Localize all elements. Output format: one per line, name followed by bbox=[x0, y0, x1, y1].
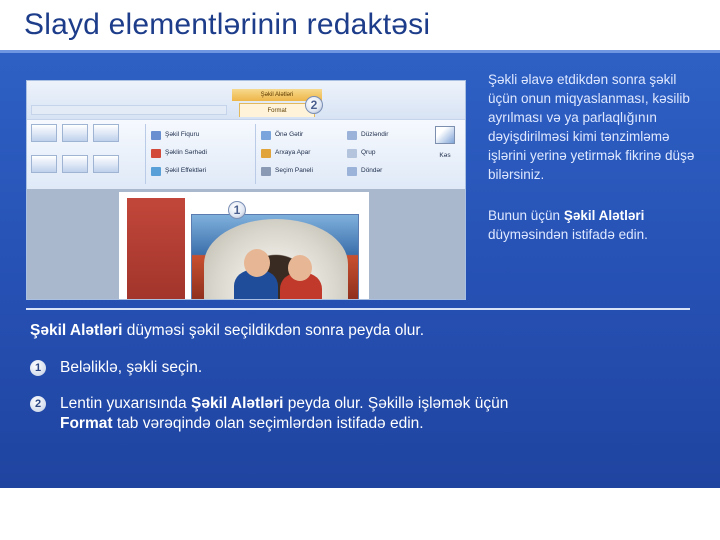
picture-styles-gallery bbox=[31, 124, 141, 180]
step-2-number: 2 bbox=[30, 396, 46, 412]
align-command: Düzləndir bbox=[347, 126, 423, 144]
style-thumbnail bbox=[62, 124, 88, 142]
picture-shape-command: Şəkil Fiquru bbox=[151, 126, 251, 144]
rotate-icon bbox=[347, 167, 357, 176]
slide-title: Slayd elementlərinin redaktəsi bbox=[24, 8, 431, 41]
style-thumbnail bbox=[93, 124, 119, 142]
style-thumbnail bbox=[93, 155, 119, 173]
side-description bbox=[488, 70, 708, 244]
style-thumbnail bbox=[62, 155, 88, 173]
callout-1-marker: 1 bbox=[228, 201, 246, 219]
ribbon-tab-bar bbox=[27, 81, 466, 119]
instructions bbox=[30, 320, 510, 434]
send-back-icon bbox=[261, 149, 271, 158]
person-face bbox=[288, 255, 312, 281]
ribbon-tab-strip bbox=[31, 105, 227, 115]
document-area bbox=[27, 189, 466, 300]
ribbon-screenshot bbox=[26, 80, 466, 300]
section-divider bbox=[26, 308, 690, 310]
crop-icon bbox=[435, 126, 455, 144]
red-sidebar-graphic bbox=[127, 198, 185, 300]
side-paragraph-1: Şəkli əlavə etdikdən sonra şəkil üçün onun miqyaslanması, kəsilib ayrılması və ya parlaqlığının dəyişdirilməsi kimi tənzimləmə işlərini yerinə yetirmək fikrinə düşə bilərsiniz. bbox=[488, 72, 695, 182]
lead-text: Şəkil Alətləri düyməsi şəkil seçildikdən sonra peyda olur. bbox=[30, 322, 425, 339]
panel-top-line bbox=[0, 50, 720, 53]
step-1-number: 1 bbox=[30, 360, 46, 376]
border-icon bbox=[151, 149, 161, 158]
selection-pane-icon bbox=[261, 167, 271, 176]
picture-border-command: Şəklin Sərhədi bbox=[151, 144, 251, 162]
send-to-back-command: Arxaya Apar bbox=[261, 144, 361, 162]
selection-pane-command: Seçim Paneli bbox=[261, 162, 361, 180]
align-group bbox=[347, 126, 423, 186]
arrange-group bbox=[261, 126, 361, 186]
align-icon bbox=[347, 131, 357, 140]
rotate-command: Döndər bbox=[347, 162, 423, 180]
picture-styles-group bbox=[151, 126, 251, 186]
group-separator bbox=[145, 124, 146, 184]
callout-2-marker: 2 bbox=[305, 96, 323, 114]
bring-front-icon bbox=[261, 131, 271, 140]
shape-icon bbox=[151, 131, 161, 140]
style-thumbnail bbox=[31, 124, 57, 142]
picture-effects-command: Şəkil Effektləri bbox=[151, 162, 251, 180]
style-thumbnail bbox=[31, 155, 57, 173]
group-separator bbox=[255, 124, 256, 184]
selected-photo bbox=[191, 214, 359, 300]
effects-icon bbox=[151, 167, 161, 176]
ribbon bbox=[27, 119, 466, 189]
step-2: 2 Lentin yuxarısında Şəkil Alətləri peyda olur. Şəkillə işləmək üçün Format tab vərəqində olan seçimlərdən istifadə edin. bbox=[30, 394, 510, 434]
side-paragraph-2: Bunun üçün Şəkil Alətləri düyməsindən istifadə edin. bbox=[488, 208, 648, 242]
group-command: Qrup bbox=[347, 144, 423, 162]
format-tab: Format bbox=[239, 103, 315, 117]
person-face bbox=[244, 249, 270, 277]
step-1: 1 Beləliklə, şəkli seçin. bbox=[30, 358, 510, 378]
group-icon bbox=[347, 149, 357, 158]
picture-tools-header: Şəkil Alətləri bbox=[232, 89, 322, 101]
bring-to-front-command: Önə Gətir bbox=[261, 126, 361, 144]
crop-command: Kəs bbox=[427, 126, 463, 182]
